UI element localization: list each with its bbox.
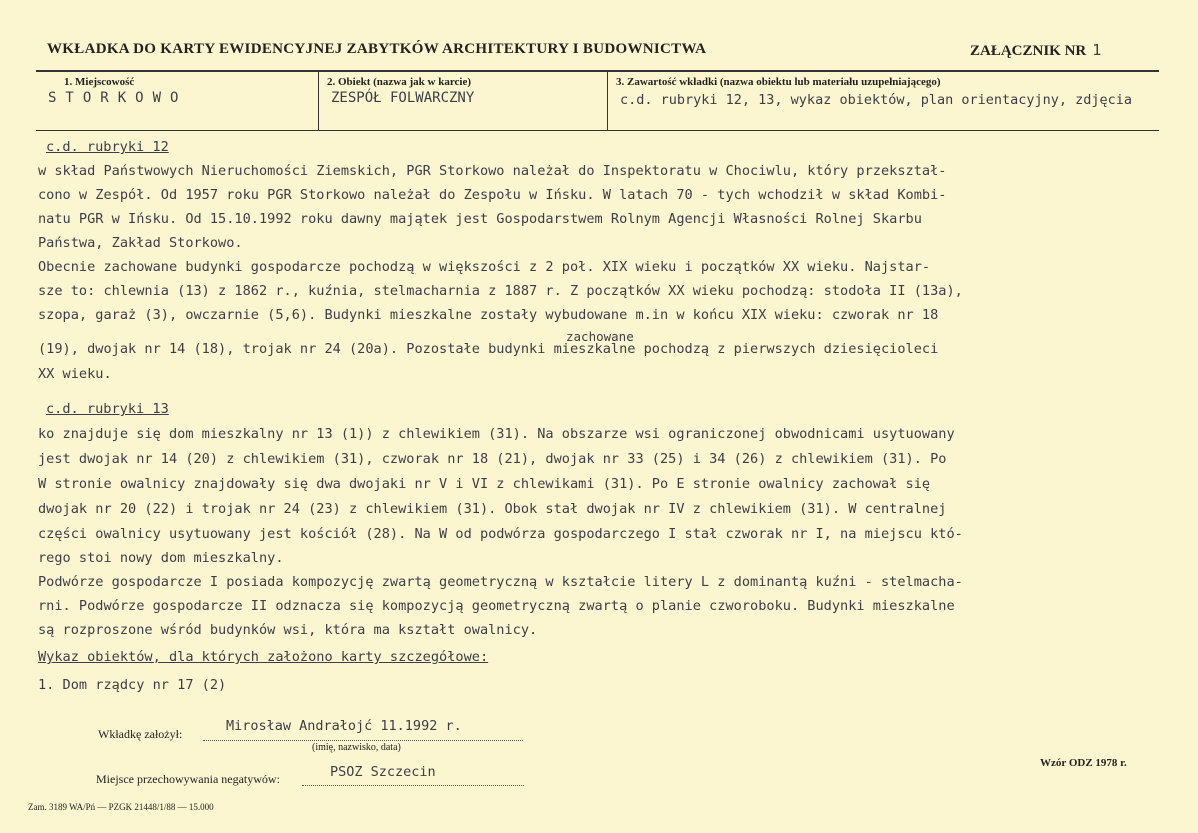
form-pattern: Wzór ODZ 1978 r. — [1040, 757, 1127, 769]
section-12-line: (19), dwojak nr 14 (18), trojak nr 24 (20a). Pozostałe budynki mieszkalne pochodzą z pierwszych dziesięcioleci — [38, 341, 939, 357]
section-12-line: Obecnie zachowane budynki gospodarcze pochodzą w większości z 2 poł. XIX wieku i początków XX wieku. Najstar- — [38, 259, 931, 275]
print-info: Zam. 3189 WA/Pń — PZGK 21448/1/88 — 15.000 — [28, 802, 214, 812]
section-12-line: XX wieku. — [38, 366, 112, 382]
annex-number: 1 — [1092, 41, 1102, 59]
contents-value: c.d. rubryki 12, 13, wykaz obiektów, plan orientacyjny, zdjęcia — [620, 92, 1133, 108]
section-12-line: szopa, garaż (3), owczarnie (5,6). Budynki mieszkalne zostały wybudowane m.in w końcu XIX wieku: czworak nr 18 — [38, 307, 939, 323]
annex-label-text: ZAŁĄCZNIK NR — [970, 43, 1087, 59]
form-title: WKŁADKA DO KARTY EWIDENCYJNEJ ZABYTKÓW ARCHITEKTURY I BUDOWNICTWA — [47, 41, 707, 57]
section-13-line: rni. Podwórze gospodarcze II odznacza się kompozycją geometryczną zwartą o planie czworoboku. Budynki mieszkalne — [38, 598, 955, 614]
section-12-line: w skład Państwowych Nieruchomości Ziemskich, PGR Storkowo należał do Inspektoratu w Chociwlu, który przekształ- — [38, 163, 947, 179]
locality-cell — [36, 72, 316, 130]
negatives-value: PSOZ Szczecin — [330, 764, 436, 780]
section-13-line: jest dwojak nr 14 (20) z chlewikiem (31), czworak nr 18 (21), dwojak nr 33 (25) i 34 (26) z chlewikiem (31). Po — [38, 451, 947, 467]
section-12-line: sze to: chlewnia (13) z 1862 r., kuźnia, stelmacharnia z 1887 r. Z początków XX wieku pochodzą: stodoła II (13a), — [38, 283, 963, 299]
objects-list-heading: Wykaz obiektów, dla których założono karty szczegółowe: — [38, 649, 489, 665]
section-13-line: W stronie owalnicy znajdowały się dwa dwojaki nr V i VI z chlewikami (31). Po E stronie owalnicy zachował się — [38, 476, 931, 492]
locality-heading: 1. Miejscowość — [64, 76, 135, 88]
section-12-line: Państwa, Zakład Storkowo. — [38, 235, 243, 251]
object-heading: 2. Obiekt (nazwa jak w karcie) — [327, 76, 472, 88]
section-12-line: cono w Zespół. Od 1957 roku PGR Storkowo należał do Zespołu w Ińsku. W latach 70 - tych wchodził w skład Kombi- — [38, 187, 947, 203]
interlinear-note: zachowane — [566, 329, 634, 344]
contents-cell — [607, 72, 1160, 130]
contents-heading: 3. Zawartość wkładki (nazwa obiektu lub materiału uzupełniającego) — [616, 76, 941, 88]
created-by-value: Mirosław Andrałojć 11.1992 r. — [226, 718, 462, 734]
section-13-heading: c.d. rubryki 13 — [46, 401, 169, 417]
object-value: ZESPÓŁ FOLWARCZNY — [331, 90, 475, 106]
negatives-label: Miejsce przechowywania negatywów: — [96, 772, 280, 786]
annex-label — [970, 41, 1101, 60]
negatives-line — [302, 785, 524, 786]
section-12-line: natu PGR w Ińsku. Od 15.10.1992 roku dawny majątek jest Gospodarstwem Rolnym Agencji Własności Rolnej Skarbu — [38, 211, 922, 227]
section-13-line: Podwórze gospodarcze I posiada kompozycję zwartą geometryczną w kształcie litery L z dominantą kuźni - stelmacha- — [38, 574, 963, 590]
section-13-line: rego stoi nowy dom mieszkalny. — [38, 550, 284, 566]
section-13-line: są rozproszone wśród budynków wsi, która ma kształt owalnicy. — [38, 622, 538, 638]
section-13-line: części owalnicy usytuowany jest kościół (28). Na W od podwórza gospodarczego I stał czworak nr I, na miejscu któ- — [38, 526, 963, 542]
section-13-line: dwojak nr 20 (22) i trojak nr 24 (23) z chlewikiem (31). Obok stał dwojak nr IV z chlewikiem (31). W centralnej — [38, 501, 947, 517]
created-by-hint: (imię, nazwisko, data) — [312, 742, 401, 753]
objects-list-item: 1. Dom rządcy nr 17 (2) — [38, 677, 227, 693]
created-by-line — [203, 740, 523, 741]
header-table — [36, 70, 1159, 131]
object-cell — [318, 72, 606, 130]
section-12-heading: c.d. rubryki 12 — [46, 139, 169, 155]
created-by-label: Wkładkę założył: — [98, 727, 183, 741]
section-13-line: ko znajduje się dom mieszkalny nr 13 (1)) z chlewikiem (31). Na obszarze wsi ograniczonej obwodnicami usytuowany — [38, 426, 955, 442]
locality-value: STORKOWO — [48, 90, 188, 106]
